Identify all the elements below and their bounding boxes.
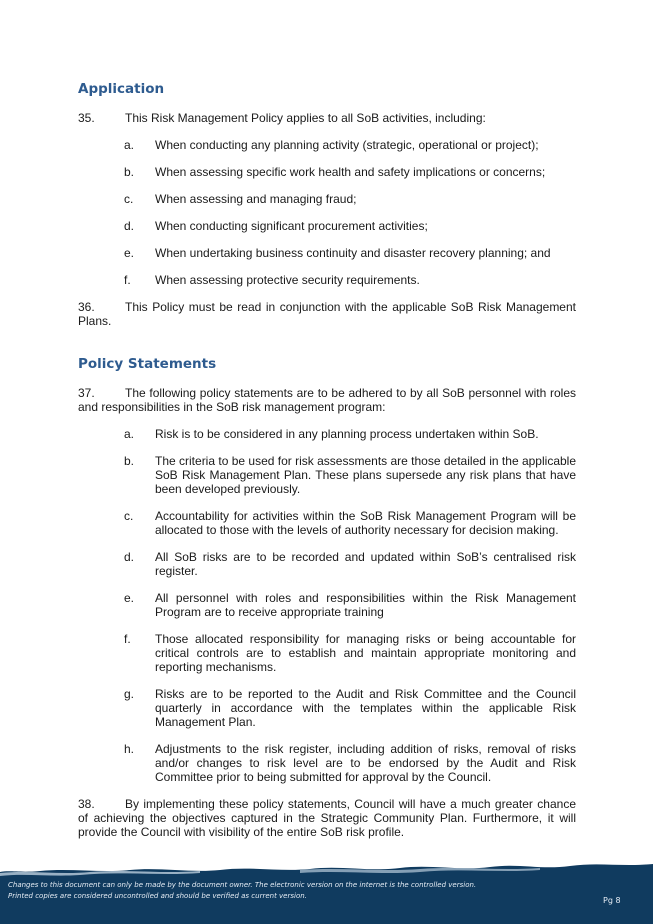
- list-item-letter: c.: [124, 509, 134, 523]
- list-item-letter: e.: [124, 591, 135, 605]
- list-item: [124, 591, 576, 619]
- paragraph-number: 37.: [78, 386, 95, 400]
- list-item-text: Accountability for activities within the SoB Risk Management Program will be allocated to those with the levels of authority necessary for decision making.: [155, 509, 576, 537]
- list-item-text: When assessing specific work health and safety implications or concerns;: [155, 165, 546, 179]
- list-item: [124, 138, 576, 152]
- paragraph-number: 36.: [78, 300, 95, 314]
- footer-disclaimer-line: Changes to this document can only be made by the document owner. The electronic version on the internet is the controlled version.: [8, 881, 477, 889]
- list-item: [124, 687, 576, 729]
- list-item-letter: d.: [124, 219, 135, 233]
- paragraph-number: 35.: [78, 111, 95, 125]
- list-item-text: When assessing protective security requirements.: [155, 273, 420, 287]
- list-item-letter: a.: [124, 427, 135, 441]
- list-item-letter: f.: [124, 273, 131, 287]
- list-item: [124, 165, 576, 179]
- list-item: [124, 742, 576, 784]
- list-item-text: All personnel with roles and responsibilities within the Risk Management Program are to receive appropriate training: [155, 591, 576, 619]
- list-item-letter: c.: [124, 192, 134, 206]
- list-item-text: Those allocated responsibility for managing risks or being accountable for critical controls are to establish and maintain appropriate monitoring and reporting mechanisms.: [155, 632, 576, 674]
- list-item: [124, 219, 576, 233]
- list-item: [124, 246, 576, 260]
- list-item-letter: b.: [124, 454, 135, 468]
- list-item-letter: d.: [124, 550, 135, 564]
- paragraph-37: [78, 386, 576, 414]
- paragraph-text: The following policy statements are to be adhered to by all SoB personnel with roles and responsibilities in the SoB risk management program:: [78, 386, 576, 414]
- footer-disclaimer: [8, 880, 568, 902]
- list-item-text: When undertaking business continuity and disaster recovery planning; and: [155, 246, 551, 260]
- list-item-letter: h.: [124, 742, 135, 756]
- list-item: [124, 509, 576, 537]
- page-number: Pg 8: [603, 896, 621, 905]
- list-item-text: The criteria to be used for risk assessments are those detailed in the applicable SoB Risk Management Plan. These plans supersede any risk plans that have been developed previously.: [155, 454, 576, 496]
- paragraph-text: This Policy must be read in conjunction with the applicable SoB Risk Management Plans.: [78, 300, 576, 328]
- list-item-letter: f.: [124, 632, 131, 646]
- paragraph-36: [78, 300, 576, 328]
- list-item-letter: g.: [124, 687, 135, 701]
- list-item-text: All SoB risks are to be recorded and updated within SoB’s centralised risk register.: [155, 550, 576, 578]
- section-heading-application: Application: [78, 81, 165, 97]
- paragraph-35: [78, 111, 576, 125]
- paragraph-text: This Risk Management Policy applies to all SoB activities, including:: [125, 111, 486, 125]
- list-item: [124, 427, 576, 441]
- paragraph-38: [78, 797, 576, 839]
- list-item-text: When conducting significant procurement activities;: [155, 219, 428, 233]
- list-item: [124, 192, 576, 206]
- list-item-text: Risks are to be reported to the Audit and Risk Committee and the Council quarterly in accordance with the templates within the applicable Risk Management Plan.: [155, 687, 576, 729]
- wave-decoration: [0, 858, 653, 882]
- list-item: [124, 454, 576, 496]
- paragraph-text: By implementing these policy statements, Council will have a much greater chance of achieving the objectives captured in the Strategic Community Plan. Furthermore, it will provide the Council with visibility of the entire SoB risk profile.: [78, 797, 576, 839]
- list-item: [124, 273, 576, 287]
- list-item: [124, 550, 576, 578]
- list-item-text: When conducting any planning activity (strategic, operational or project);: [155, 138, 539, 152]
- list-item-text: Risk is to be considered in any planning process undertaken within SoB.: [155, 427, 539, 441]
- list-item-text: When assessing and managing fraud;: [155, 192, 357, 206]
- list-item-text: Adjustments to the risk register, including addition of risks, removal of risks and/or changes to risk level are to be endorsed by the Audit and Risk Committee prior to being submitted for approval by the Council.: [155, 742, 576, 784]
- list-item-letter: b.: [124, 165, 135, 179]
- list-item: [124, 632, 576, 674]
- section-heading-policy-statements: Policy Statements: [78, 356, 217, 372]
- footer-disclaimer-line: Printed copies are considered uncontrolled and should be verified as current version.: [8, 892, 307, 900]
- list-item-letter: e.: [124, 246, 135, 260]
- paragraph-number: 38.: [78, 797, 95, 811]
- list-item-letter: a.: [124, 138, 135, 152]
